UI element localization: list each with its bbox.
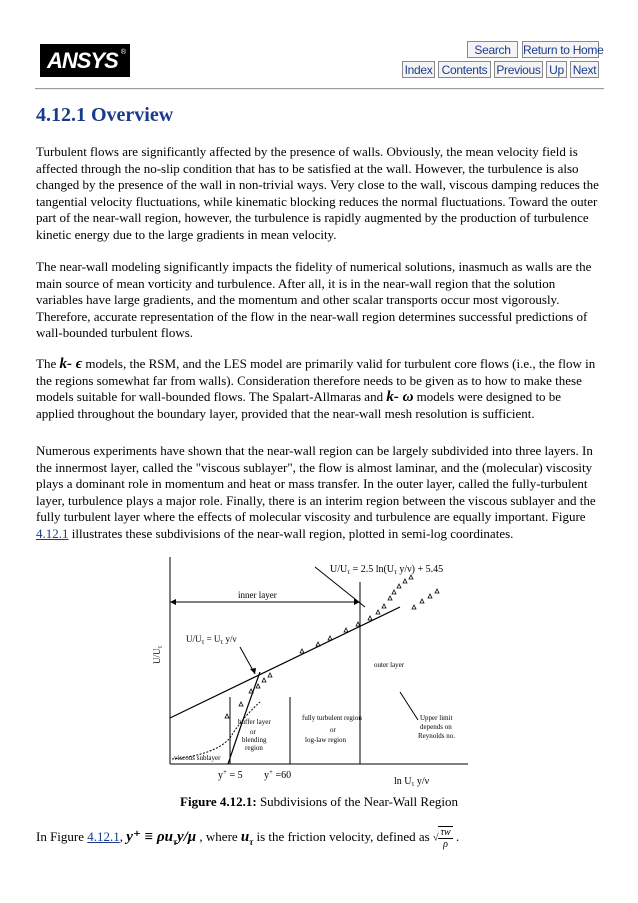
log-law-line <box>170 607 400 718</box>
upper-limit-label: Upper limit <box>420 714 453 722</box>
log-law-label: $U/U_\tau = 2.5$ $\ln(U_\tau$ y/ν) + 5.45 <box>330 564 444 576</box>
caption-text: Subdivisions of the Near-Wall Region <box>256 794 458 809</box>
search-button[interactable]: Search <box>467 41 518 58</box>
registered-mark: ® <box>120 49 126 56</box>
last-text-e: . <box>452 828 460 844</box>
buffer-or-label: or <box>250 728 256 736</box>
region-label: region <box>245 744 263 752</box>
outer-layer-label: outer layer <box>374 661 405 669</box>
paragraph-3 <box>36 356 602 422</box>
x-axis-label: $\ln U_\tau$ y/ν <box>394 776 430 788</box>
figure-link-2[interactable]: 4.12.1 <box>87 828 120 844</box>
p3-text-b: models, the RSM, and the LES model are primarily valid for turbulent core flows (i.e., the flow in the regions somewhat far from walls). Consideration therefore needs to be given as to how to make these models suitable for wall-bounded flows. The Spalart-Allmaras and <box>36 356 596 404</box>
linear-law-label: $U/U_\tau = U_\tau$ y/ν <box>186 634 237 646</box>
figure-link[interactable]: 4.12.1 <box>36 525 69 541</box>
figure-caption <box>0 794 638 810</box>
last-text-d: is the friction velocity, defined as <box>253 828 433 844</box>
depends-on-label: depends on <box>420 723 452 731</box>
near-wall-region-diagram <box>150 552 490 792</box>
p3-text-c: models were designed to be applied throughout the boundary layer, provided that the near-wall mesh resolution is sufficient. <box>36 389 562 421</box>
contents-button[interactable]: Contents <box>438 61 491 78</box>
definition-line <box>36 826 459 850</box>
arrow-right-head <box>354 599 360 605</box>
k-epsilon-symbol: k- ϵ <box>59 356 83 372</box>
upper-limit-leader <box>400 692 418 720</box>
last-text-b: , <box>119 828 127 844</box>
fully-or-label: or <box>330 726 336 734</box>
sqrt-formula: √ $\frac{\tau w}{\rho}$ <box>432 827 451 850</box>
reynolds-label: Reynolds no. <box>418 732 455 740</box>
k-omega-symbol: k- ω <box>386 389 414 405</box>
log-law-region-label: log-law region <box>305 736 347 744</box>
p4-text-a: Numerous experiments have shown that the near-wall region can be largely subdivided into three layers. In the innermost layer, called the "viscous sublayer", the flow is almost laminar, and the (molecular) viscosity plays a dominant role in momentum and heat or mass transfer. In the outer layer, called the fully-turbulent layer, turbulence plays a major role. Finally, there is an interim region between the viscous sublayer and the fully turbulent layer where the effects of molecular viscosity and turbulence are equally important. Figure <box>36 443 596 524</box>
yplus-definition: $y^+ \equiv \rho u_\tau y/\mu$ <box>126 828 197 847</box>
yplus-5-label: y+ = 5 <box>218 768 243 781</box>
utau-symbol: $u_\tau$ <box>240 828 254 847</box>
paragraph-2: The near-wall modeling significantly impacts the fidelity of numerical solutions, inasmuch as walls are the main source of mean vorticity and turbulence. After all, it is in the near-wall region that the solution variables have large gradients, and the momentum and other scalar transports occur most vigorously. Therefore, accurate representation of the flow in the near-wall region determines successful predictions of wall-bounded turbulent flows. <box>36 259 592 340</box>
header-divider <box>35 88 604 90</box>
viscous-sublayer-label: viscous sublayer <box>174 754 221 762</box>
blending-label: blending <box>242 736 267 744</box>
caption-label: Figure 4.12.1: <box>180 794 257 809</box>
previous-button[interactable]: Previous <box>494 61 543 78</box>
buffer-layer-label: buffer layer <box>238 718 271 726</box>
last-text-c: , where <box>196 828 241 844</box>
yplus-60-label: y+ =60 <box>264 768 292 781</box>
p3-text-a: The <box>36 356 60 371</box>
arrow-left-head <box>170 599 176 605</box>
section-title: 4.12.1 Overview <box>36 104 174 126</box>
index-button[interactable]: Index <box>402 61 435 78</box>
next-button[interactable]: Next <box>570 61 599 78</box>
return-home-button[interactable]: Return to Home <box>523 43 604 57</box>
inner-layer-label: inner layer <box>238 590 277 600</box>
up-button[interactable]: Up <box>546 61 567 78</box>
ansys-logo <box>40 44 130 77</box>
p4-text-b: illustrates these subdivisions of the near-wall region, plotted in semi-log coordinates. <box>68 525 514 541</box>
fully-turbulent-label: fully turbulent region <box>302 714 362 722</box>
logo-wordmark: ANSYS <box>47 48 118 73</box>
paragraph-4 <box>36 443 602 542</box>
last-text-a: In Figure <box>36 828 88 844</box>
paragraph-1: Turbulent flows are significantly affected by the presence of walls. Obviously, the mean velocity field is affected through the no-slip condition that has to be satisfied at the wall. However, the turbulence is also changed by the presence of the wall in non-trivial ways. Very close to the wall, viscous damping reduces the tangential velocity fluctuations, while kinematic blocking reduces the normal fluctuations. Toward the outer part of the near-wall region, however, the turbulence is rapidly augmented by the production of turbulence kinetic energy due to the large gradients in mean velocity. <box>36 144 599 242</box>
leader-arrow-head <box>250 668 256 674</box>
y-axis-label: $U/U_\tau$ <box>152 645 164 664</box>
